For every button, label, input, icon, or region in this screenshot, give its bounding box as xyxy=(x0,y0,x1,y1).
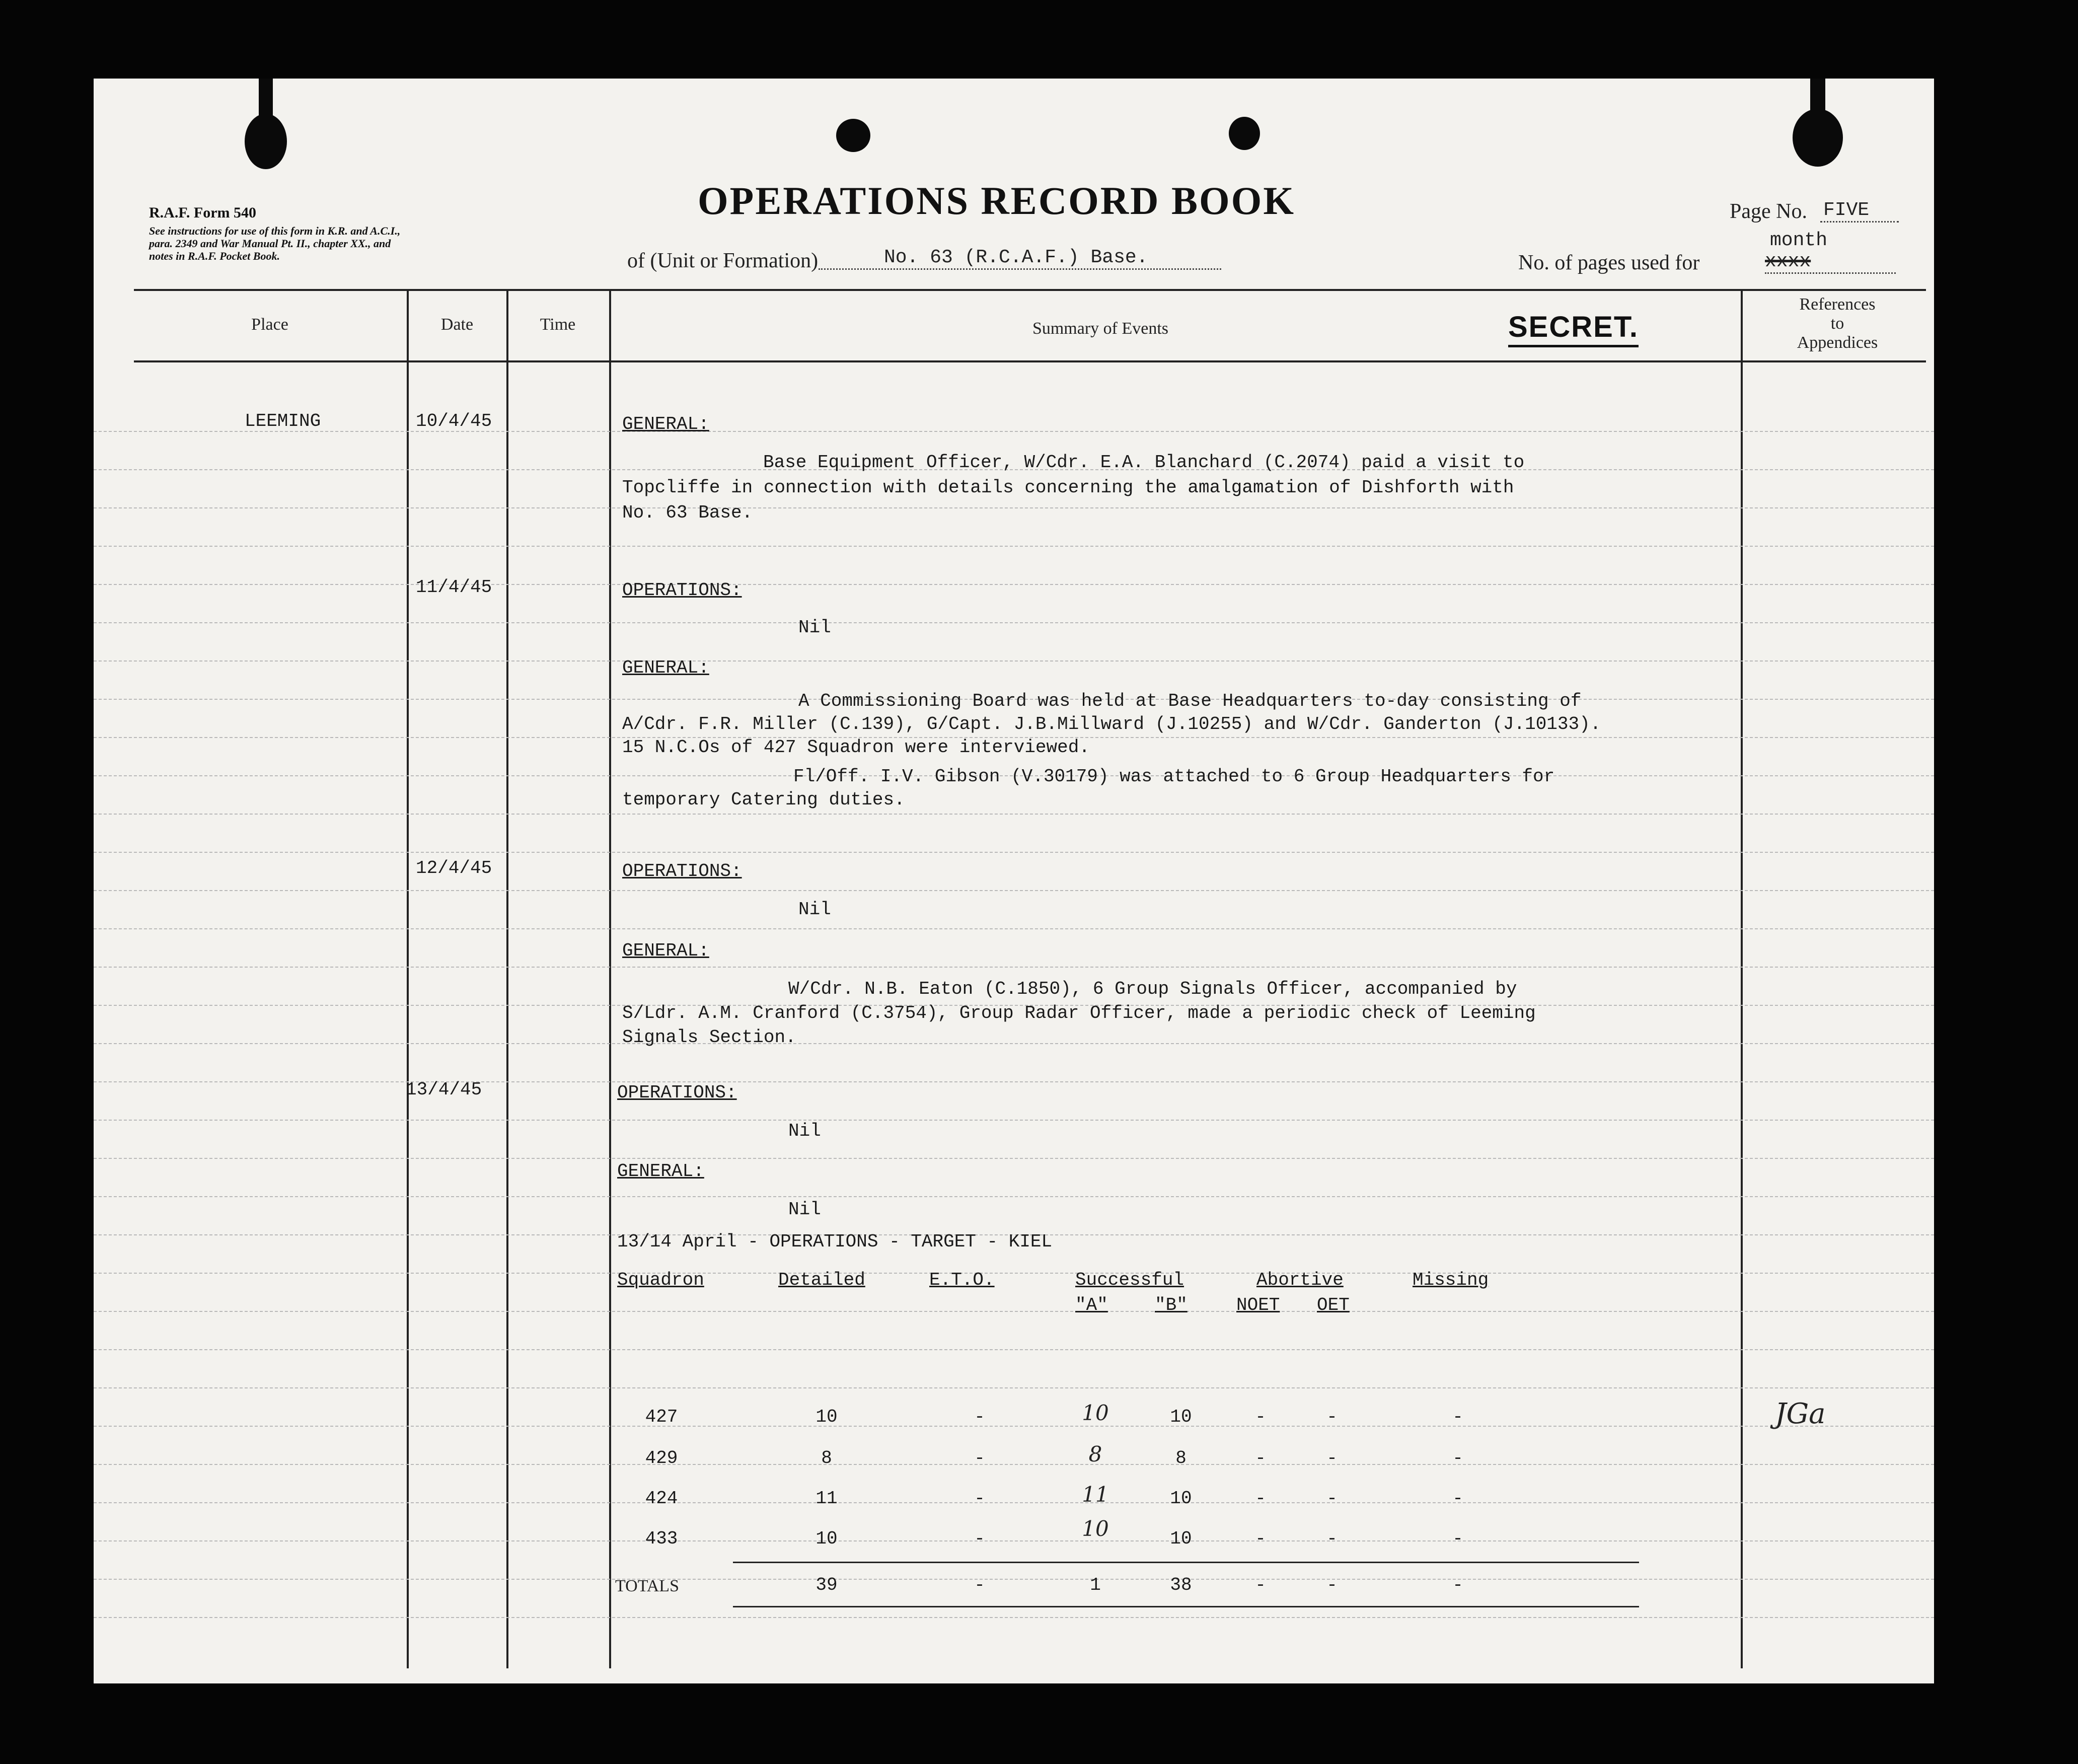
summary-line: Topcliffe in connection with details concerning the amalgamation of Dishforth with xyxy=(622,477,1514,498)
ops-cell-oet: - xyxy=(1326,1448,1338,1468)
col-header-time: Time xyxy=(540,315,576,334)
ops-cell-oet: - xyxy=(1326,1488,1338,1509)
ops-cell-a: 10 xyxy=(1082,1401,1109,1425)
ops-cell-b: 10 xyxy=(1170,1528,1192,1549)
totals-top-rule xyxy=(733,1562,1639,1563)
form-number: R.A.F. Form 540 xyxy=(149,204,257,221)
ops-cell-squadron: 429 xyxy=(645,1448,678,1468)
operations-text: Nil xyxy=(788,1121,821,1141)
operations-heading: OPERATIONS: xyxy=(622,580,742,601)
totals-b: 38 xyxy=(1170,1575,1192,1595)
ops-cell-detailed: 10 xyxy=(815,1407,838,1427)
entry-date: 10/4/45 xyxy=(416,411,492,431)
punch-hole-center-right xyxy=(1229,117,1260,150)
col-header-place: Place xyxy=(251,315,288,334)
unit-label: of (Unit or Formation) xyxy=(627,249,819,272)
summary-line: temporary Catering duties. xyxy=(622,789,905,810)
ops-cell-detailed: 10 xyxy=(815,1528,838,1549)
ops-cell-b: 10 xyxy=(1170,1407,1192,1427)
summary-line: A Commissioning Board was held at Base Headquarters to-day consisting of xyxy=(798,691,1582,711)
ops-cell-missing: - xyxy=(1452,1488,1463,1509)
ops-cell-missing: - xyxy=(1452,1448,1463,1468)
record-sheet xyxy=(94,79,1934,1683)
page-number-label: Page No. xyxy=(1730,200,1807,223)
page-title: OPERATIONS RECORD BOOK xyxy=(698,179,1296,223)
summary-line: Signals Section. xyxy=(622,1027,796,1048)
col-header-date: Date xyxy=(440,315,474,334)
punch-hole-center-left xyxy=(836,119,870,152)
ops-cell-squadron: 424 xyxy=(645,1488,678,1509)
ops-header-oet: OET xyxy=(1317,1295,1350,1315)
totals-bottom-rule xyxy=(733,1606,1639,1607)
ops-cell-b: 8 xyxy=(1175,1448,1186,1468)
binder-slot-left xyxy=(259,79,273,124)
ops-cell-squadron: 427 xyxy=(645,1407,678,1427)
totals-label: TOTALS xyxy=(615,1577,679,1595)
col-divider-date xyxy=(506,289,508,1668)
general-heading: GENERAL: xyxy=(622,657,709,678)
entry-date: 13/4/45 xyxy=(406,1079,482,1100)
form-instructions: See instructions for use of this form in K.R. and A.C.I., para. 2349 and War Manual Pt. II., chapter XX., and notes in R.A.F. Pocket Book. xyxy=(149,225,401,262)
ops-header-b: "B" xyxy=(1155,1295,1188,1315)
ops-cell-noet: - xyxy=(1255,1448,1266,1468)
totals-missing: - xyxy=(1452,1575,1463,1595)
col-divider-place xyxy=(407,289,409,1668)
ops-cell-noet: - xyxy=(1255,1407,1266,1427)
ops-cell-b: 10 xyxy=(1170,1488,1192,1509)
ops-cell-eto: - xyxy=(974,1488,985,1509)
summary-line: Base Equipment Officer, W/Cdr. E.A. Blanchard (C.2074) paid a visit to xyxy=(763,452,1525,473)
operations-heading: OPERATIONS: xyxy=(617,1082,737,1103)
col-header-summary: Summary of Events xyxy=(1032,319,1169,338)
binder-slot-right xyxy=(1810,79,1825,124)
ops-header-a: "A" xyxy=(1075,1295,1108,1315)
header-bottom-rule xyxy=(134,360,1926,362)
totals-a: 1 xyxy=(1090,1575,1101,1595)
ops-cell-detailed: 11 xyxy=(815,1488,838,1509)
ops-header-detailed: Detailed xyxy=(778,1270,865,1290)
pages-used-struck: xxxx xyxy=(1765,251,1896,274)
pages-used-period: month xyxy=(1770,230,1828,251)
general-heading: GENERAL: xyxy=(617,1161,704,1182)
totals-oet: - xyxy=(1326,1575,1338,1595)
ops-cell-eto: - xyxy=(974,1528,985,1549)
operations-heading: OPERATIONS: xyxy=(622,861,742,881)
summary-line: S/Ldr. A.M. Cranford (C.3754), Group Radar Officer, made a periodic check of Leeming xyxy=(622,1003,1536,1023)
operations-text: Nil xyxy=(798,617,831,638)
ops-cell-a: 8 xyxy=(1088,1442,1102,1466)
ops-cell-eto: - xyxy=(974,1407,985,1427)
ops-header-successful: Successful xyxy=(1075,1270,1184,1290)
secret-stamp: SECRET. xyxy=(1508,310,1639,347)
summary-line: No. 63 Base. xyxy=(622,502,753,523)
ops-cell-a: 10 xyxy=(1082,1516,1109,1541)
ops-header-noet: NOET xyxy=(1236,1295,1280,1315)
col-divider-references xyxy=(1741,289,1743,1668)
general-heading: GENERAL: xyxy=(622,940,709,961)
ops-header-eto: E.T.O. xyxy=(929,1270,995,1290)
ops-cell-oet: - xyxy=(1326,1528,1338,1549)
summary-line: A/Cdr. F.R. Miller (C.139), G/Capt. J.B.Millward (J.10255) and W/Cdr. Ganderton (J.10133). xyxy=(622,714,1601,734)
ops-cell-detailed: 8 xyxy=(821,1448,832,1468)
general-heading: GENERAL: xyxy=(622,414,709,434)
page-number-value: FIVE xyxy=(1820,199,1899,223)
ops-cell-missing: - xyxy=(1452,1528,1463,1549)
ops-cell-noet: - xyxy=(1255,1488,1266,1509)
operations-title: 13/14 April - OPERATIONS - TARGET - KIEL xyxy=(617,1231,1053,1252)
ops-header-abortive: Abortive xyxy=(1256,1270,1344,1290)
summary-line: W/Cdr. N.B. Eaton (C.1850), 6 Group Signals Officer, accompanied by xyxy=(788,979,1517,999)
place-entry: LEEMING xyxy=(245,411,321,431)
ops-cell-eto: - xyxy=(974,1448,985,1468)
general-text: Nil xyxy=(788,1199,821,1220)
ops-header-squadron: Squadron xyxy=(617,1270,704,1290)
handwritten-initials: JGa xyxy=(1775,1398,1826,1430)
summary-line: Fl/Off. I.V. Gibson (V.30179) was attached to 6 Group Headquarters for xyxy=(793,766,1555,787)
ops-cell-noet: - xyxy=(1255,1528,1266,1549)
ops-header-missing: Missing xyxy=(1413,1270,1489,1290)
pages-used-label: No. of pages used for xyxy=(1518,251,1700,274)
summary-line: 15 N.C.Os of 427 Squadron were interviewed. xyxy=(622,737,1090,758)
col-divider-time xyxy=(609,289,611,1668)
totals-eto: - xyxy=(974,1575,985,1595)
unit-value: No. 63 (R.C.A.F.) Base. xyxy=(819,247,1221,270)
ops-cell-oet: - xyxy=(1326,1407,1338,1427)
col-header-references: References to Appendices xyxy=(1797,295,1878,352)
table-top-rule xyxy=(134,289,1926,291)
ops-cell-a: 11 xyxy=(1082,1482,1109,1507)
entry-date: 12/4/45 xyxy=(416,858,492,878)
entry-date: 11/4/45 xyxy=(416,577,492,598)
ops-cell-squadron: 433 xyxy=(645,1528,678,1549)
ops-cell-missing: - xyxy=(1452,1407,1463,1427)
operations-text: Nil xyxy=(798,899,831,920)
totals-noet: - xyxy=(1255,1575,1266,1595)
totals-detailed: 39 xyxy=(815,1575,838,1595)
